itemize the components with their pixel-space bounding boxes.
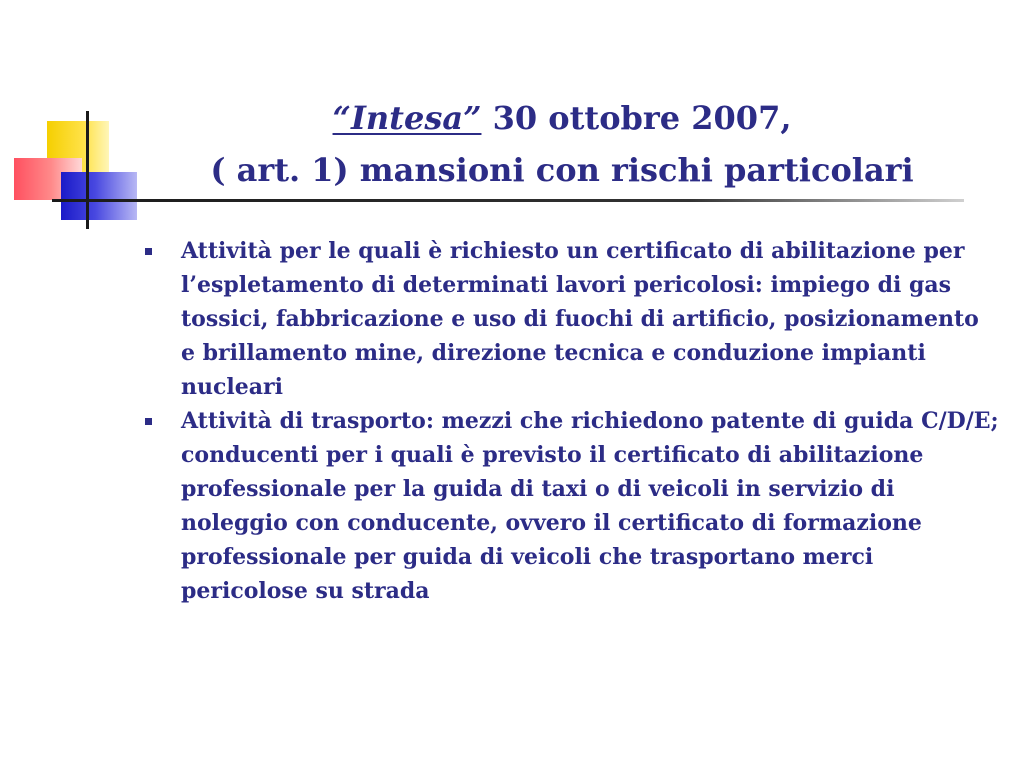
square-bullet-icon [145, 248, 152, 255]
title-underline-rule [52, 199, 964, 202]
bullet-text: Attività di trasporto: mezzi che richiedono patente di guida C/D/E; conducenti per i quali è previsto il certificato di abilitazione professionale per la guida di taxi o di veicoli in servizio di noleggio con conducente, ovvero il certificato di formazione professionale per guida di veicoli che trasportano merci pericolose su strada [181, 408, 999, 604]
bullet-list [140, 234, 1000, 608]
title-date: 30 ottobre 2007, [481, 99, 792, 137]
list-item [140, 234, 1000, 404]
bullet-text: Attività per le quali è richiesto un certificato di abilitazione per l’espletamento di determinati lavori pericolosi: impiego di gas tossici, fabbricazione e uso di fuochi di artificio, posizionamento e brillamento mine, direzione tecnica e conduzione impianti nucleari [181, 238, 979, 400]
title-line-2: ( art. 1) mansioni con rischi particolari [210, 151, 914, 189]
square-bullet-icon [145, 418, 152, 425]
slide-title [150, 92, 974, 196]
blue-square-decoration [61, 172, 137, 220]
title-line-1 [150, 92, 974, 144]
list-item [140, 404, 1000, 608]
title-quoted-term: “Intesa” [332, 99, 482, 137]
vertical-rule [86, 111, 89, 229]
